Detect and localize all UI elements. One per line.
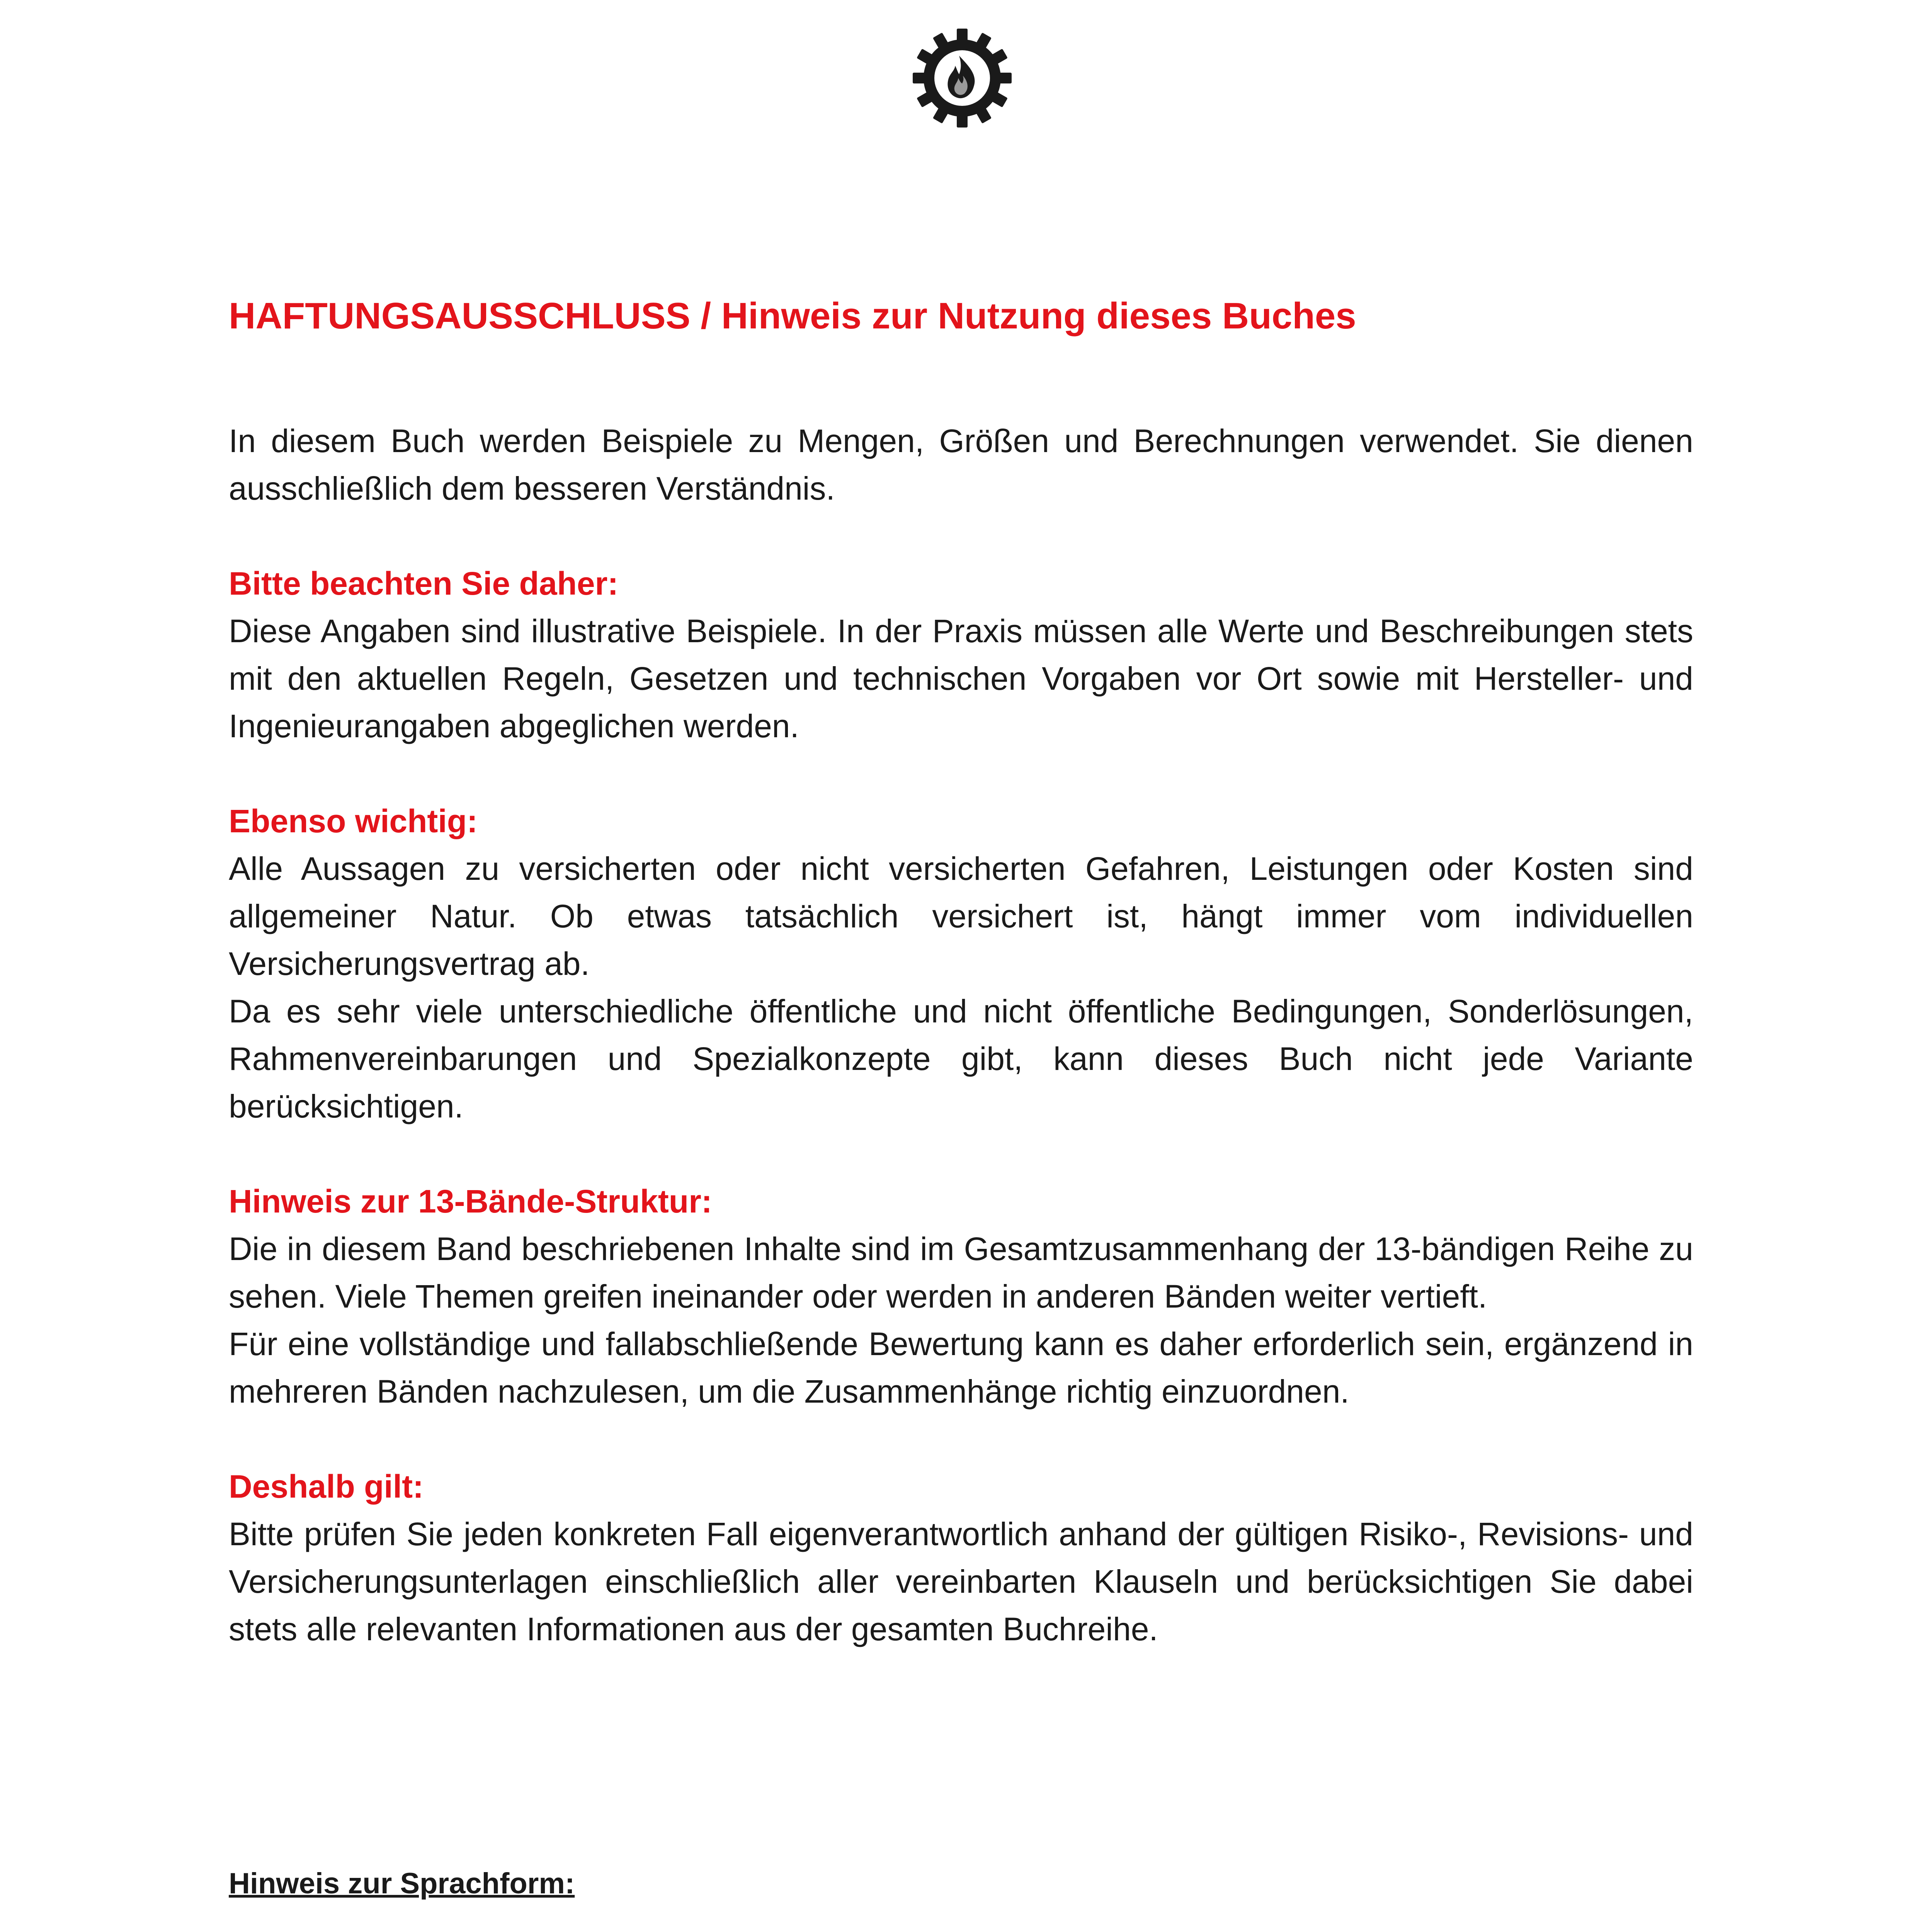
logo-graphic [912, 28, 1012, 128]
section-equally-important [229, 798, 1693, 1130]
gear-flame-icon [912, 28, 1012, 128]
section-paragraph: Da es sehr viele unterschiedliche öffentliche und nicht öffentliche Bedingungen, Sonderlösungen, Rahmenvereinbarungen und Spezialkonzepte gibt, kann dieses Buch nicht jede Variante berücksichtigen. [229, 993, 1693, 1125]
section-paragraph: Diese Angaben sind illustrative Beispiele. In der Praxis müssen alle Werte und Beschreibungen stets mit den aktuellen Regeln, Gesetzen und technischen Vorgaben vor Ort sowie mit Hersteller- und Ingenieurangaben abgeglichen werden. [229, 613, 1693, 745]
section-13-volume-structure [229, 1178, 1693, 1415]
section-paragraph: Für eine vollständige und fallabschließende Bewertung kann es daher erforderlich sein, ergänzend in mehreren Bänden nachzulesen, um die Zusammenhänge richtig einzuordnen. [229, 1326, 1693, 1410]
disclaimer-content [229, 294, 1693, 1701]
note-heading: Hinweis zur Sprachform: [229, 1867, 575, 1900]
section-paragraph: Die in diesem Band beschriebenen Inhalte sind im Gesamtzusammenhang der 13-bändigen Reihe zu sehen. Viele Themen greifen ineinander oder werden in anderen Bänden weiter vertieft. [229, 1231, 1693, 1315]
language-note [229, 1862, 1693, 1932]
section-paragraph: Alle Aussagen zu versicherten oder nicht versicherten Gefahren, Leistungen oder Kosten sind allgemeiner Natur. Ob etwas tatsächlich versichert ist, hängt immer vom individuellen Versicherungsvertrag ab. [229, 850, 1693, 982]
page-title: HAFTUNGSAUSSCHLUSS / Hinweis zur Nutzung dieses Buches [229, 295, 1356, 337]
intro-paragraph: In diesem Buch werden Beispiele zu Mengen, Größen und Berechnungen verwendet. Sie dienen ausschließlich dem besseren Verständnis. [229, 423, 1693, 507]
section-please-note [229, 560, 1693, 750]
section-heading: Bitte beachten Sie daher: [229, 565, 619, 602]
section-paragraph: Bitte prüfen Sie jeden konkreten Fall eigenverantwortlich anhand der gültigen Risiko-, Revisions- und Versicherungsunterlagen einschließlich aller vereinbarten Klauseln und berücksichtigen Sie dabei stets alle relevanten Informationen aus der gesamten Buchreihe. [229, 1516, 1693, 1648]
section-heading: Hinweis zur 13-Bände-Struktur: [229, 1183, 712, 1220]
section-heading: Ebenso wichtig: [229, 803, 478, 840]
section-therefore [229, 1463, 1693, 1653]
section-heading: Deshalb gilt: [229, 1468, 424, 1505]
